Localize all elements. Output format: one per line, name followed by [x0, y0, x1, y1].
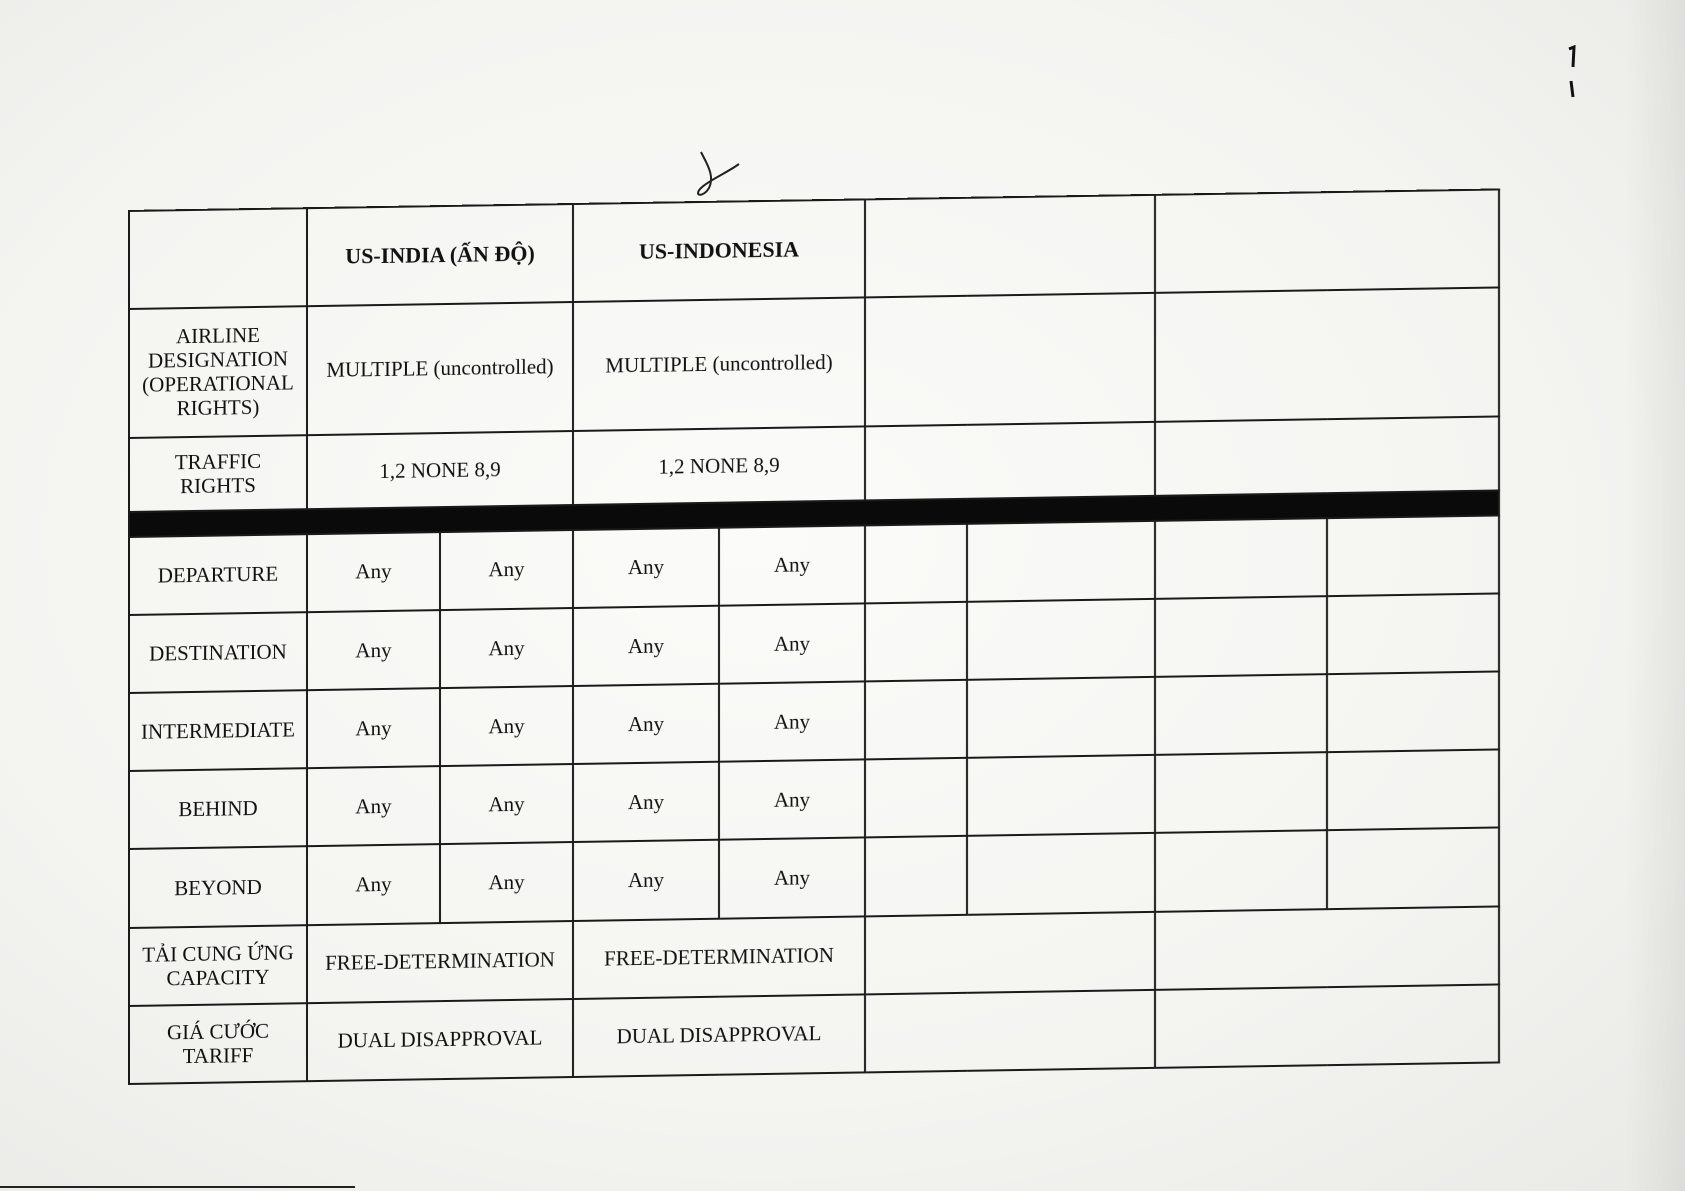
- blank-cell: [967, 755, 1155, 836]
- cell-behind: Any: [573, 762, 719, 842]
- cell-beyond: Any: [307, 845, 440, 925]
- cell-departure: Any: [307, 532, 440, 612]
- cell-designation-india: MULTIPLE (uncontrolled): [307, 302, 573, 436]
- blank-cell: [865, 524, 967, 604]
- cell-intermediate: Any: [440, 686, 573, 766]
- blank-cell: [1327, 515, 1499, 596]
- row-label-behind: BEHIND: [129, 769, 307, 850]
- cell-behind: Any: [307, 766, 440, 846]
- row-label-beyond: BEYOND: [129, 847, 307, 928]
- blank-cell: [967, 599, 1155, 680]
- cell-behind: Any: [440, 764, 573, 844]
- blank-cell: [1155, 753, 1327, 834]
- row-label-destination: DESTINATION: [129, 612, 307, 693]
- blank-cell: [1155, 518, 1327, 599]
- row-label-intermediate: INTERMEDIATE: [129, 690, 307, 771]
- blank-cell: [865, 836, 967, 916]
- row-label-capacity: TẢI CUNG ỨNG CAPACITY: [129, 925, 307, 1006]
- row-label-traffic: TRAFFIC RIGHTS: [129, 435, 307, 512]
- column-header-us-india: US-INDIA (ẤN ĐỘ): [307, 204, 573, 306]
- cell-departure: Any: [440, 530, 573, 610]
- blank-cell: [967, 521, 1155, 602]
- blank-cell: [865, 758, 967, 838]
- cell-designation-indonesia: MULTIPLE (uncontrolled): [573, 297, 865, 431]
- cell-capacity-indonesia: FREE-DETERMINATION: [573, 916, 865, 999]
- cell-capacity-india: FREE-DETERMINATION: [307, 921, 573, 1003]
- air-transport-comparison-table: [128, 188, 1500, 1085]
- blank-header-cell: [1155, 189, 1499, 292]
- row-label-departure: DEPARTURE: [129, 534, 307, 615]
- column-header-us-indonesia: US-INDONESIA: [573, 199, 865, 301]
- blank-cell: [1327, 672, 1499, 753]
- cell-destination: Any: [307, 610, 440, 690]
- cell-traffic-india: 1,2 NONE 8,9: [307, 431, 573, 509]
- cell-beyond: Any: [440, 842, 573, 922]
- blank-cell: [1155, 674, 1327, 755]
- cell-beyond: Any: [719, 838, 865, 918]
- blank-cell: [1155, 417, 1499, 496]
- row-label-tariff: GIÁ CƯỚC TARIFF: [129, 1003, 307, 1084]
- cell-destination: Any: [719, 603, 865, 683]
- blank-cell: [967, 677, 1155, 758]
- cell-intermediate: Any: [307, 688, 440, 768]
- blank-header-cell: [865, 195, 1155, 297]
- cell-departure: Any: [719, 525, 865, 605]
- table-row-designation: [129, 287, 1499, 438]
- cell-beyond: Any: [573, 840, 719, 920]
- blank-cell: [865, 680, 967, 760]
- margin-marks: [1565, 45, 1579, 105]
- blank-cell: [1155, 287, 1499, 422]
- blank-cell: [1327, 828, 1499, 909]
- bottom-rule: [0, 1186, 355, 1188]
- blank-cell: [1327, 750, 1499, 831]
- blank-cell: [865, 990, 1155, 1073]
- blank-cell: [1155, 906, 1499, 990]
- blank-cell: [865, 602, 967, 682]
- corner-cell: [129, 208, 307, 308]
- cell-departure: Any: [573, 528, 719, 608]
- blank-cell: [865, 911, 1155, 994]
- row-label-designation: AIRLINE DESIGNATION (OPERATIONAL RIGHTS): [129, 306, 307, 438]
- cell-tariff-indonesia: DUAL DISAPPROVAL: [573, 994, 865, 1077]
- handwritten-mark: [695, 150, 745, 205]
- blank-cell: [1327, 594, 1499, 675]
- cell-behind: Any: [719, 760, 865, 840]
- cell-tariff-india: DUAL DISAPPROVAL: [307, 999, 573, 1081]
- cell-destination: Any: [440, 608, 573, 688]
- blank-cell: [967, 833, 1155, 914]
- blank-cell: [1155, 984, 1499, 1068]
- cell-traffic-indonesia: 1,2 NONE 8,9: [573, 427, 865, 506]
- page-edge-shadow: [1625, 0, 1685, 1191]
- cell-destination: Any: [573, 606, 719, 686]
- cell-intermediate: Any: [573, 684, 719, 764]
- blank-cell: [1155, 596, 1327, 677]
- blank-cell: [865, 293, 1155, 427]
- blank-cell: [865, 422, 1155, 501]
- blank-cell: [1155, 831, 1327, 912]
- cell-intermediate: Any: [719, 682, 865, 762]
